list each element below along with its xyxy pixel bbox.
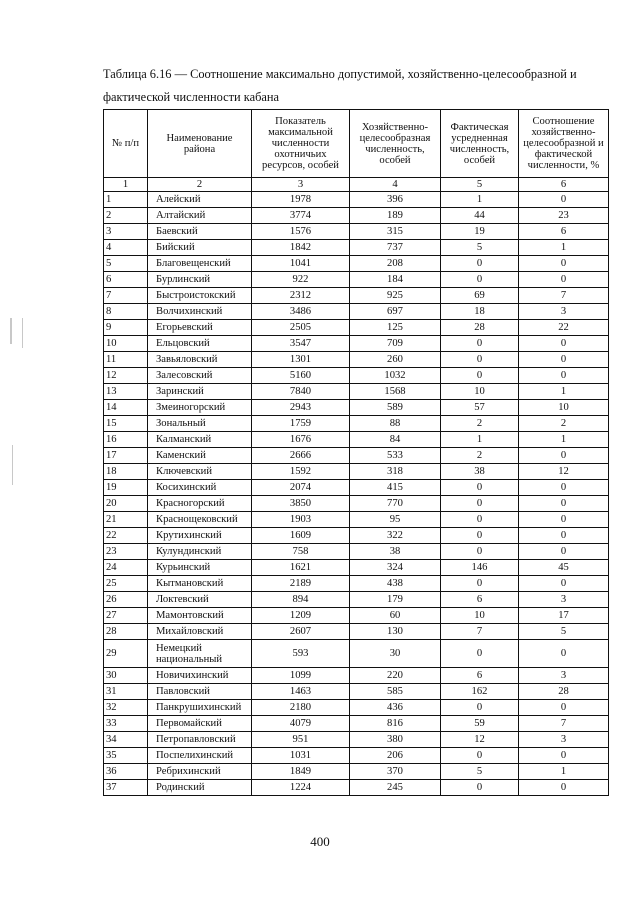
max-count: 1031 [252,748,350,764]
table-row [104,448,609,464]
economic-count: 318 [350,464,441,480]
economic-count: 125 [350,320,441,336]
economic-count: 38 [350,544,441,560]
table-row [104,368,609,384]
actual-count: 2 [441,416,519,432]
actual-count: 162 [441,684,519,700]
max-count: 2312 [252,288,350,304]
economic-count: 737 [350,240,441,256]
table-body [104,192,609,796]
table-row [104,716,609,732]
max-count: 2189 [252,576,350,592]
actual-count: 0 [441,496,519,512]
district-name: Михайловский [148,624,252,640]
table-row [104,304,609,320]
economic-count: 380 [350,732,441,748]
column-number: 4 [350,178,441,192]
ratio-percent: 7 [519,288,609,304]
district-name: Новичихинский [148,668,252,684]
table-row [104,464,609,480]
header-cell-max: Показатель максимальной численности охотничьих ресурсов, особей [252,110,350,178]
max-count: 1224 [252,780,350,796]
economic-count: 770 [350,496,441,512]
row-number: 35 [104,748,148,764]
district-name: Каменский [148,448,252,464]
table-row [104,544,609,560]
table-row [104,224,609,240]
economic-count: 206 [350,748,441,764]
max-count: 1609 [252,528,350,544]
actual-count: 0 [441,640,519,668]
table-row [104,240,609,256]
max-count: 3547 [252,336,350,352]
header-cell-number: № п/п [104,110,148,178]
scan-artifact [12,445,13,485]
row-number: 24 [104,560,148,576]
ratio-percent: 28 [519,684,609,700]
ratio-percent: 45 [519,560,609,576]
row-number: 8 [104,304,148,320]
district-name: Павловский [148,684,252,700]
actual-count: 0 [441,748,519,764]
row-number: 6 [104,272,148,288]
table-row [104,208,609,224]
actual-count: 59 [441,716,519,732]
economic-count: 370 [350,764,441,780]
actual-count: 0 [441,700,519,716]
table-row [104,288,609,304]
economic-count: 709 [350,336,441,352]
row-number: 3 [104,224,148,240]
district-name: Локтевский [148,592,252,608]
ratio-percent: 3 [519,732,609,748]
row-number: 10 [104,336,148,352]
actual-count: 0 [441,352,519,368]
row-number: 13 [104,384,148,400]
economic-count: 396 [350,192,441,208]
table-row [104,416,609,432]
economic-count: 315 [350,224,441,240]
max-count: 2607 [252,624,350,640]
ratio-percent: 3 [519,668,609,684]
economic-count: 60 [350,608,441,624]
actual-count: 10 [441,384,519,400]
table-row [104,336,609,352]
district-name: Панкрушихинский [148,700,252,716]
economic-count: 436 [350,700,441,716]
district-name: Алейский [148,192,252,208]
economic-count: 816 [350,716,441,732]
table-row [104,320,609,336]
district-name: Крутихинский [148,528,252,544]
table-row [104,528,609,544]
row-number: 16 [104,432,148,448]
district-name: Калманский [148,432,252,448]
max-count: 922 [252,272,350,288]
economic-count: 415 [350,480,441,496]
actual-count: 1 [441,192,519,208]
actual-count: 10 [441,608,519,624]
max-count: 1301 [252,352,350,368]
max-count: 2180 [252,700,350,716]
row-number: 28 [104,624,148,640]
actual-count: 0 [441,480,519,496]
max-count: 5160 [252,368,350,384]
district-name: Курьинский [148,560,252,576]
table-row [104,684,609,700]
district-name: Ельцовский [148,336,252,352]
ratio-percent: 0 [519,700,609,716]
row-number: 17 [104,448,148,464]
row-number: 22 [104,528,148,544]
ratio-percent: 0 [519,336,609,352]
table-row [104,192,609,208]
table-row [104,560,609,576]
ratio-percent: 0 [519,780,609,796]
economic-count: 245 [350,780,441,796]
header-row [104,110,609,178]
scan-artifact [10,318,12,344]
ratio-percent: 0 [519,512,609,528]
actual-count: 0 [441,528,519,544]
table-row [104,640,609,668]
actual-count: 1 [441,432,519,448]
header-cell-economic: Хозяйственно-целесообразная численность, особей [350,110,441,178]
row-number: 2 [104,208,148,224]
max-count: 1849 [252,764,350,780]
actual-count: 6 [441,592,519,608]
row-number: 1 [104,192,148,208]
actual-count: 57 [441,400,519,416]
ratio-percent: 0 [519,640,609,668]
table-row [104,496,609,512]
ratio-percent: 3 [519,592,609,608]
economic-count: 1568 [350,384,441,400]
row-number: 19 [104,480,148,496]
column-number-row [104,178,609,192]
row-number: 33 [104,716,148,732]
max-count: 1842 [252,240,350,256]
row-number: 9 [104,320,148,336]
max-count: 1621 [252,560,350,576]
max-count: 1099 [252,668,350,684]
ratio-percent: 0 [519,256,609,272]
row-number: 15 [104,416,148,432]
economic-count: 220 [350,668,441,684]
scan-artifact [22,318,23,348]
district-name: Благовещенский [148,256,252,272]
actual-count: 19 [441,224,519,240]
row-number: 11 [104,352,148,368]
ratio-percent: 3 [519,304,609,320]
max-count: 1903 [252,512,350,528]
actual-count: 18 [441,304,519,320]
row-number: 26 [104,592,148,608]
actual-count: 0 [441,780,519,796]
max-count: 2943 [252,400,350,416]
economic-count: 925 [350,288,441,304]
row-number: 14 [104,400,148,416]
row-number: 34 [104,732,148,748]
district-name: Завьяловский [148,352,252,368]
district-name: Заринский [148,384,252,400]
economic-count: 260 [350,352,441,368]
district-name: Ребрихинский [148,764,252,780]
max-count: 7840 [252,384,350,400]
column-number: 1 [104,178,148,192]
economic-count: 84 [350,432,441,448]
table-row [104,352,609,368]
ratio-percent: 22 [519,320,609,336]
table-row [104,272,609,288]
row-number: 20 [104,496,148,512]
actual-count: 0 [441,512,519,528]
max-count: 1978 [252,192,350,208]
ratio-percent: 0 [519,192,609,208]
economic-count: 585 [350,684,441,700]
column-number: 5 [441,178,519,192]
table-row [104,576,609,592]
economic-count: 189 [350,208,441,224]
column-number: 3 [252,178,350,192]
table-row [104,480,609,496]
district-name: Бийский [148,240,252,256]
row-number: 21 [104,512,148,528]
table-row [104,780,609,796]
max-count: 1592 [252,464,350,480]
row-number: 32 [104,700,148,716]
actual-count: 28 [441,320,519,336]
table-row [104,400,609,416]
row-number: 30 [104,668,148,684]
max-count: 2666 [252,448,350,464]
district-name: Змеиногорский [148,400,252,416]
actual-count: 0 [441,336,519,352]
max-count: 3486 [252,304,350,320]
row-number: 36 [104,764,148,780]
district-name: Баевский [148,224,252,240]
district-name: Алтайский [148,208,252,224]
actual-count: 38 [441,464,519,480]
table-row [104,748,609,764]
row-number: 5 [104,256,148,272]
table-row [104,256,609,272]
max-count: 758 [252,544,350,560]
row-number: 27 [104,608,148,624]
economic-count: 533 [350,448,441,464]
ratio-percent: 0 [519,544,609,560]
economic-count: 130 [350,624,441,640]
table-row [104,384,609,400]
district-name: Родинский [148,780,252,796]
table-row [104,512,609,528]
district-name: Краснощековский [148,512,252,528]
actual-count: 0 [441,256,519,272]
ratio-percent: 10 [519,400,609,416]
data-table [103,109,609,796]
ratio-percent: 0 [519,352,609,368]
table-row [104,608,609,624]
district-name: Красногорский [148,496,252,512]
table-row [104,732,609,748]
header-cell-ratio: Соотношение хозяйственно-целесообразной и фактической численности, % [519,110,609,178]
actual-count: 0 [441,576,519,592]
row-number: 4 [104,240,148,256]
row-number: 12 [104,368,148,384]
table-row [104,668,609,684]
ratio-percent: 0 [519,272,609,288]
page-number: 400 [310,834,330,849]
max-count: 3774 [252,208,350,224]
ratio-percent: 0 [519,748,609,764]
district-name: Немецкий национальный [148,640,252,668]
ratio-percent: 7 [519,716,609,732]
actual-count: 7 [441,624,519,640]
district-name: Егорьевский [148,320,252,336]
header-cell-actual: Фактическая усредненная численность, особей [441,110,519,178]
ratio-percent: 6 [519,224,609,240]
district-name: Залесовский [148,368,252,384]
row-number: 7 [104,288,148,304]
max-count: 951 [252,732,350,748]
district-name: Зональный [148,416,252,432]
row-number: 29 [104,640,148,668]
economic-count: 322 [350,528,441,544]
ratio-percent: 2 [519,416,609,432]
actual-count: 5 [441,764,519,780]
actual-count: 146 [441,560,519,576]
max-count: 3850 [252,496,350,512]
table-caption: Таблица 6.16 — Соотношение максимально допустимой, хозяйственно-целесообразной и фактической численности кабана [103,67,577,104]
ratio-percent: 1 [519,432,609,448]
table-row [104,624,609,640]
district-name: Косихинский [148,480,252,496]
economic-count: 30 [350,640,441,668]
row-number: 18 [104,464,148,480]
column-number: 2 [148,178,252,192]
ratio-percent: 0 [519,576,609,592]
ratio-percent: 0 [519,448,609,464]
max-count: 1759 [252,416,350,432]
ratio-percent: 23 [519,208,609,224]
district-name: Кулундинский [148,544,252,560]
actual-count: 2 [441,448,519,464]
district-name: Бурлинский [148,272,252,288]
row-number: 37 [104,780,148,796]
economic-count: 184 [350,272,441,288]
ratio-percent: 5 [519,624,609,640]
economic-count: 88 [350,416,441,432]
table-row [104,432,609,448]
ratio-percent: 0 [519,496,609,512]
district-name: Волчихинский [148,304,252,320]
district-name: Первомайский [148,716,252,732]
max-count: 894 [252,592,350,608]
district-name: Петропавловский [148,732,252,748]
max-count: 2505 [252,320,350,336]
max-count: 1676 [252,432,350,448]
economic-count: 208 [350,256,441,272]
district-name: Мамонтовский [148,608,252,624]
table-row [104,700,609,716]
max-count: 2074 [252,480,350,496]
actual-count: 5 [441,240,519,256]
ratio-percent: 0 [519,528,609,544]
header-cell-district: Наименование района [148,110,252,178]
actual-count: 44 [441,208,519,224]
ratio-percent: 0 [519,480,609,496]
max-count: 1576 [252,224,350,240]
table-row [104,592,609,608]
max-count: 1209 [252,608,350,624]
ratio-percent: 1 [519,240,609,256]
actual-count: 0 [441,368,519,384]
economic-count: 697 [350,304,441,320]
actual-count: 6 [441,668,519,684]
ratio-percent: 0 [519,368,609,384]
district-name: Поспелихинский [148,748,252,764]
ratio-percent: 12 [519,464,609,480]
actual-count: 12 [441,732,519,748]
max-count: 1041 [252,256,350,272]
economic-count: 324 [350,560,441,576]
max-count: 1463 [252,684,350,700]
economic-count: 1032 [350,368,441,384]
actual-count: 69 [441,288,519,304]
row-number: 23 [104,544,148,560]
actual-count: 0 [441,272,519,288]
ratio-percent: 1 [519,764,609,780]
table-row [104,764,609,780]
district-name: Быстроистокский [148,288,252,304]
ratio-percent: 1 [519,384,609,400]
economic-count: 95 [350,512,441,528]
district-name: Кытмановский [148,576,252,592]
economic-count: 589 [350,400,441,416]
economic-count: 179 [350,592,441,608]
actual-count: 0 [441,544,519,560]
row-number: 31 [104,684,148,700]
district-name: Ключевский [148,464,252,480]
column-number: 6 [519,178,609,192]
max-count: 4079 [252,716,350,732]
max-count: 593 [252,640,350,668]
economic-count: 438 [350,576,441,592]
ratio-percent: 17 [519,608,609,624]
row-number: 25 [104,576,148,592]
